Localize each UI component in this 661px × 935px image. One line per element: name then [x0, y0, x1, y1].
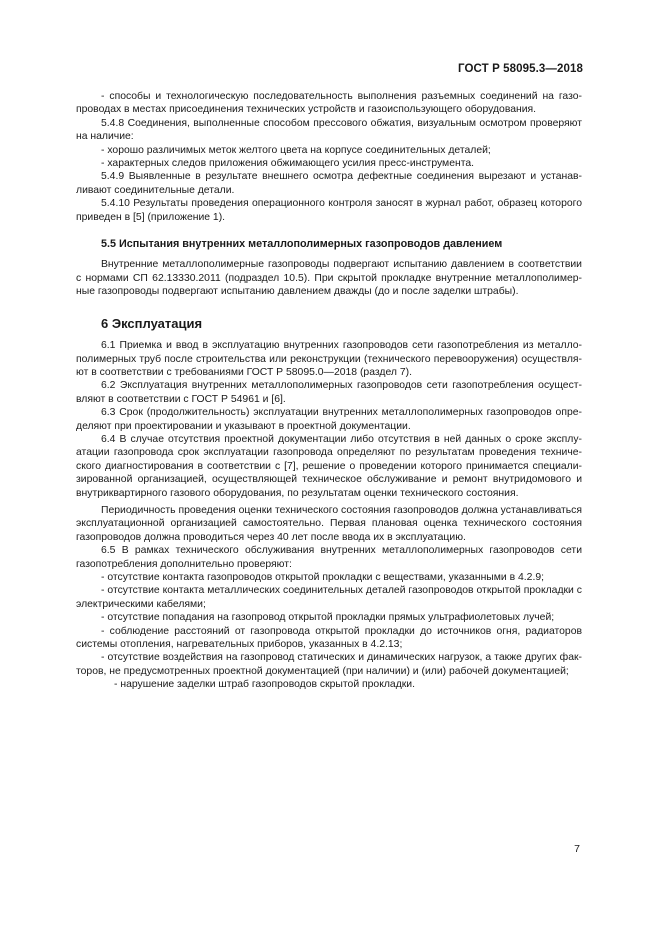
paragraph: - способы и технологическую последовательность выполнения разъемных соединений на газопроводах в местах присоединения технических устройств и газоиспользующего оборудования. [76, 91, 582, 116]
list-item: - хорошо различимых меток желтого цвета на корпусе соединительных деталей; [101, 144, 491, 156]
paragraph: 6.2 Эксплуатация внутренних металлополимерных газопроводов сети газопотребления осуществляют в соответствии с ГОСТ Р 54961 и [6]. [76, 380, 582, 405]
page-number: 7 [574, 843, 580, 855]
paragraph: 6.5 В рамках технического обслуживания внутренних металлополимерных газопроводов сети газопотребления дополнительно проверяют: [76, 545, 582, 570]
section-heading: 5.5 Испытания внутренних металлополимерных газопроводов давлением [101, 238, 503, 251]
paragraph: 5.4.9 Выявленные в результате внешнего осмотра дефектные соединения вырезают и устанавливают соединительные детали. [76, 171, 582, 196]
document-code-header: ГОСТ Р 58095.3—2018 [458, 63, 583, 75]
paragraph: Внутренние металлополимерные газопроводы подвергают испытанию давлением в соответствии с нормами СП 62.13330.2011 (подраздел 10.5). При скрытой прокладке внутренние металлополимерные газопроводы подвергают испытанию давлением дважды (до и после заделки штрабы). [76, 259, 582, 298]
list-item: - отсутствие контакта газопроводов открытой прокладки с веществами, указанными в 4.2.9; [101, 572, 545, 583]
paragraph: 6.1 Приемка и ввод в эксплуатацию внутренних газопроводов сети газопотребления из металлополимерных труб после строительства или реконструкции (технического перевооружения) осуществляют в соответствии с требованиями ГОСТ Р 58095.0—2018 (раздел 7). [76, 340, 582, 378]
paragraph: 5.4.10 Результаты проведения операционного контроля заносят в журнал работ, образец которого приведен в [5] (приложение 1). [76, 198, 582, 223]
paragraph: 6.4 В случае отсутствия проектной документации либо отсутствия в ней данных о сроке эксплуатации газопровода срок эксплуатации газопровода определяют по результатам проведения технического диагностирования в соответствии с [7], решение о проведении которого принимается специализированной организацией, осуществляющей техническое обслуживание и ремонт внутридомового и внутриквартирного газового оборудования, по результатам оценки технического состояния. [76, 433, 582, 499]
list-item: - соблюдение расстояний от газопровода открытой прокладки до источников огня, радиаторов системы отопления, нагревательных приборов, указанных в 4.2.13; [76, 625, 582, 651]
section-heading: 6 Эксплуатация [101, 315, 203, 331]
list-item: - характерных следов приложения обжимающего усилия пресс-инструмента. [101, 158, 475, 170]
paragraph: 5.4.8 Соединения, выполненные способом прессового обжатия, визуальным осмотром проверяют на наличие: [76, 117, 582, 143]
list-item: - отсутствие воздействия на газопровод статических и динамических нагрузок, а также других факторов, не предусмотренных проектной документацией (при наличии) и (или) рабочей документацией; [76, 652, 582, 677]
list-item: - нарушение заделки штраб газопроводов скрытой прокладки. [114, 679, 415, 691]
paragraph: 6.3 Срок (продолжительность) эксплуатации внутренних металлополимерных газопроводов определяют при проектировании и указывают в проектной документации. [76, 407, 582, 432]
paragraph: Периодичность проведения оценки технического состояния газопроводов должна устанавливаться эксплуатационной организацией самостоятельно. Первая плановая оценка технического состояния газопроводов должна проводиться через 40 лет после ввода их в эксплуатацию. [76, 504, 582, 543]
list-item: - отсутствие попадания на газопровод открытой прокладки прямых ультрафиолетовых лучей; [101, 612, 555, 624]
document-body [76, 90, 582, 692]
list-item: - отсутствие контакта металлических соединительных деталей газопроводов открытой прокладки с электрическими кабелями; [76, 585, 582, 610]
